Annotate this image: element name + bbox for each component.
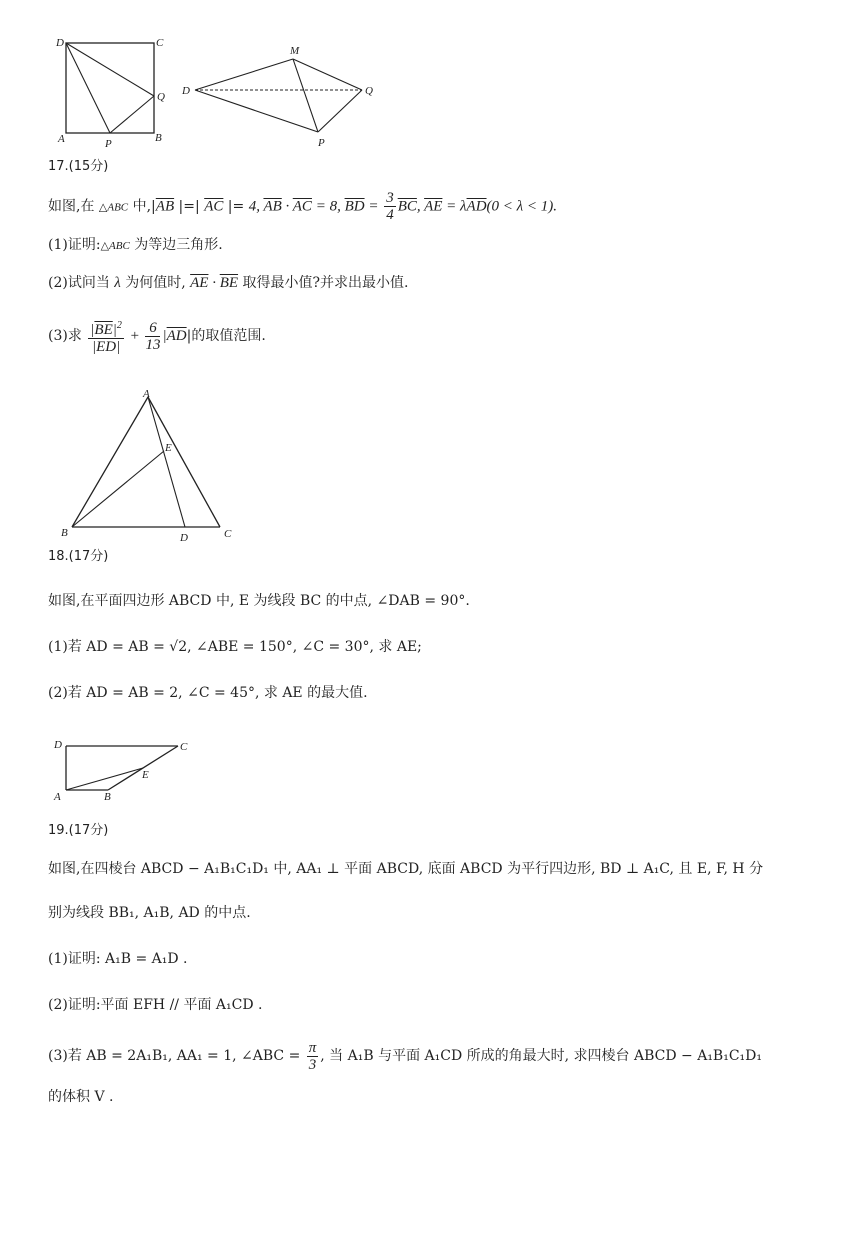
label-M: M [290, 45, 300, 57]
q17-part2: (2)试问当 λ 为何值时, $\overline{AE} \cdot \overline{BE}$ 取得最小值?并求出最小值. [48, 275, 409, 291]
label-B: B [61, 527, 68, 539]
q17-part3: (3)求 $\frac{|\overline{BE}|^2}{|\overline{ED}|}$ + $\frac{6}{13}$ $|\overline{AD}|$的取值范围. [48, 319, 266, 355]
fraction-3-4: $\frac{3}{4}$ [386, 190, 394, 223]
q18-part2: (2)若 AD = AB = 2, ∠C = 45°, 求 AE 的最大值. [48, 685, 368, 701]
label-D: D [180, 532, 188, 544]
label-B: B [104, 791, 111, 803]
q19-stem-line2: 别为线段 BB₁, A₁B, AD 的中点. [48, 905, 251, 921]
q19-part3-cont: 的体积 V . [48, 1089, 114, 1105]
q18-header: 18.(17分) [48, 549, 109, 564]
q17-stem: 如图,在 △ABC 中$,|\overline{AB}$ |=| $\overline{AC}$ |= 4, $\overline{AB} \cdot \overline{AC} = 8$, $\overline{BD}$ = $\frac{3}{4}$ $\overline{BC}$, $\overline{AE} = \lambda\overline{AD}(0 < \lambda < 1)$. [48, 190, 558, 223]
label-C: C [224, 528, 232, 540]
label-P2: P [318, 137, 325, 149]
label-E: E [142, 769, 149, 781]
label-Q2: Q [365, 85, 373, 97]
label-C: C [180, 741, 188, 753]
q19-part3: (3)若 AB = 2A₁B₁, AA₁ = 1, ∠ABC = $\frac{\pi}{3}$ , 当 A₁B 与平面 A₁CD 所成的角最大时, 求四棱台 ABCD − A₁B₁C₁D₁ [48, 1039, 762, 1073]
q17-header: 17.(15分) [48, 159, 109, 174]
figure-square-fold [50, 28, 400, 153]
q19-stem-line1: 如图,在四棱台 ABCD − A₁B₁C₁D₁ 中, AA₁ ⊥ 平面 ABCD, 底面 ABCD 为平行四边形, BD ⊥ A₁C, 且 E, F, H 分 [48, 861, 764, 877]
label-B: B [155, 132, 162, 144]
q17-stem-text: 如图,在 [48, 198, 95, 215]
q18-stem: 如图,在平面四边形 ABCD 中, E 为线段 BC 的中点, ∠DAB = 90°. [48, 593, 470, 609]
label-C: C [156, 37, 164, 49]
label-D: D [56, 37, 64, 49]
label-P: P [105, 138, 112, 150]
label-Q: Q [157, 91, 165, 103]
q17-stem-mid: 中,| [132, 198, 156, 215]
q17-triangle: △ABC [98, 201, 129, 214]
label-A: A [54, 791, 61, 803]
q19-part1: (1)证明: A₁B = A₁D . [48, 951, 188, 967]
q19-part2: (2)证明:平面 EFH // 平面 A₁CD . [48, 997, 263, 1013]
figure-quadrilateral [50, 732, 210, 804]
fraction-pi-3: $\frac{\pi}{3}$ [308, 1039, 317, 1073]
label-D: D [54, 739, 62, 751]
label-E: E [165, 442, 172, 454]
label-D2: D [182, 85, 190, 97]
q17-part1: (1)证明:△ABC 为等边三角形. [48, 237, 223, 253]
q19-header: 19.(17分) [48, 823, 109, 838]
figure-triangle-abc [52, 385, 252, 545]
label-A: A [58, 133, 65, 145]
label-A: A [143, 388, 150, 400]
q18-part1: (1)若 AD = AB = √2, ∠ABE = 150°, ∠C = 30°, 求 AE; [48, 639, 422, 655]
